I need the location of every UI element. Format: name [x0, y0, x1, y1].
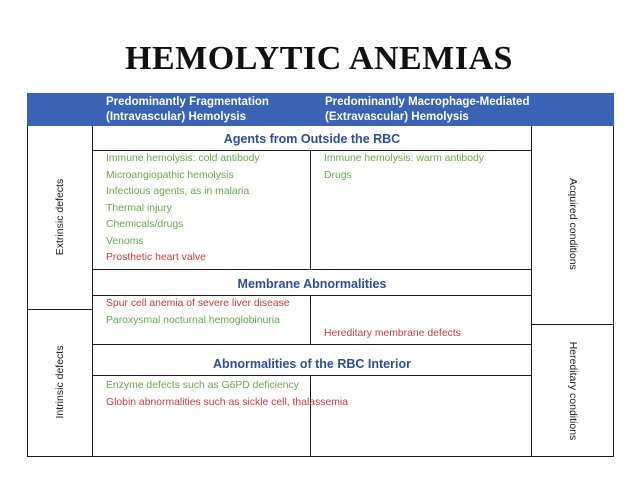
list-item: Infectious agents, as in malaria: [106, 186, 250, 197]
list-item: Spur cell anemia of severe liver disease: [106, 298, 290, 309]
header-col1-line1: Predominantly Fragmentation: [106, 96, 269, 108]
mid-divider-outside: [310, 150, 311, 270]
left-side-divider: [92, 126, 93, 457]
header-col1-line2: (Intravascular) Hemolysis: [106, 111, 246, 123]
list-item: Thermal injury: [106, 202, 172, 214]
acquired-hereditary-split: [531, 324, 614, 325]
list-item: Immune hemolysis: cold antibody: [106, 153, 260, 164]
section-membrane-abnormalities: Membrane Abnormalities: [237, 277, 387, 291]
list-item: Globin abnormalities such as sickle cell, thalassemia: [106, 396, 348, 408]
mid-divider-membrane: [310, 295, 311, 345]
list-item: Chemicals/drugs: [106, 219, 184, 230]
interior-band-top: [92, 344, 532, 345]
list-item: Enzyme defects such as G6PD deficiency: [106, 380, 299, 391]
border-right: [613, 126, 614, 457]
interior-intravascular-list: [106, 378, 348, 411]
right-side-divider: [531, 126, 532, 457]
list-item: Drugs: [324, 169, 352, 181]
header-col2-line2: (Extravascular) Hemolysis: [325, 111, 469, 123]
hemolytic-anemia-table: [27, 93, 614, 457]
list-item: Paroxysmal nocturnal hemoglobinuria: [106, 314, 280, 326]
list-item: Hereditary membrane defects: [324, 328, 461, 339]
list-item: Prosthetic heart valve: [106, 252, 206, 263]
membrane-extravascular-list: [324, 326, 461, 343]
section-rbc-interior: Abnormalities of the RBC Interior: [213, 357, 411, 371]
extrinsic-intrinsic-split: [27, 309, 93, 310]
label-acquired-conditions: Acquired conditions: [567, 178, 579, 270]
header-col-extravascular: [325, 95, 529, 125]
list-item: Immune hemolysis: warm antibody: [324, 153, 484, 164]
list-item: Microangiopathic hemolysis: [106, 169, 234, 181]
slide-title: HEMOLYTIC ANEMIAS: [125, 40, 513, 77]
list-item: Venoms: [106, 235, 144, 247]
header-col-intravascular: [106, 95, 269, 125]
membrane-band-top: [92, 269, 532, 270]
membrane-intravascular-list: [106, 296, 290, 329]
border-left: [27, 126, 28, 457]
border-bottom: [27, 456, 614, 457]
label-extrinsic-defects: Extrinsic defects: [54, 178, 66, 256]
label-intrinsic-defects: Intrinsic defects: [54, 345, 66, 419]
header-col2-line1: Predominantly Macrophage-Mediated: [325, 96, 530, 108]
interior-band-bottom: [92, 375, 532, 376]
outside-intravascular-list: [106, 151, 260, 267]
label-hereditary-conditions: Hereditary conditions: [567, 341, 579, 441]
section-outside-rbc: Agents from Outside the RBC: [223, 132, 401, 146]
outside-extravascular-list: [324, 151, 484, 184]
